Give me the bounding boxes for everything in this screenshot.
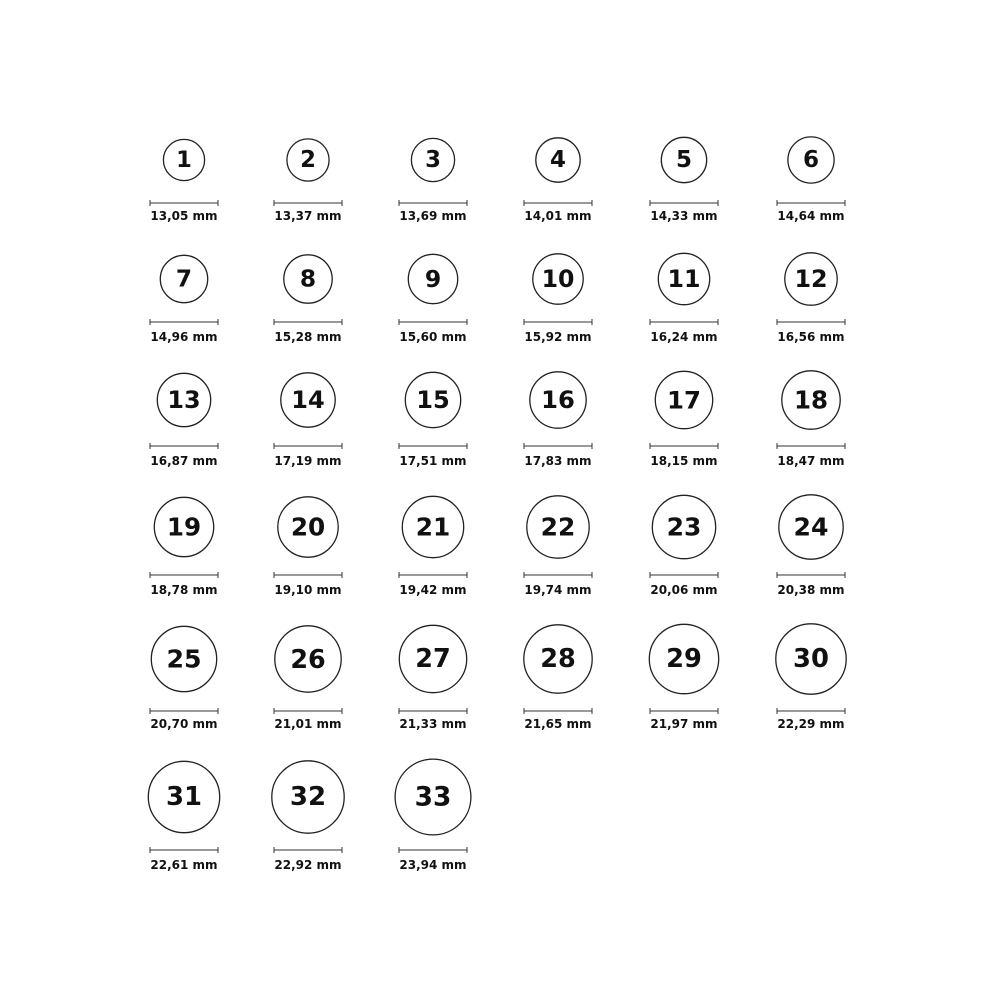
ring-size-number: 7 bbox=[175, 265, 193, 293]
diameter-label: 20,06 mm bbox=[650, 583, 718, 597]
diameter-measure-bar bbox=[274, 200, 342, 206]
ring-size-number: 32 bbox=[289, 782, 327, 812]
ring-size-number: 29 bbox=[666, 644, 702, 674]
ring-size-item bbox=[274, 373, 342, 468]
ring-size-item bbox=[649, 624, 718, 731]
diameter-measure-bar bbox=[274, 572, 342, 578]
ring-size-item bbox=[524, 254, 592, 344]
diameter-measure-bar bbox=[399, 572, 467, 578]
diameter-measure-bar bbox=[777, 443, 845, 449]
diameter-label: 18,15 mm bbox=[650, 454, 718, 468]
diameter-measure-bar bbox=[650, 443, 718, 449]
ring-size-item bbox=[148, 761, 219, 872]
ring-size-number: 13 bbox=[167, 386, 201, 414]
ring-size-number: 14 bbox=[291, 386, 325, 414]
diameter-measure-bar bbox=[777, 708, 845, 714]
diameter-measure-bar bbox=[150, 708, 218, 714]
ring-size-number: 10 bbox=[541, 265, 575, 293]
diameter-label: 14,96 mm bbox=[150, 330, 218, 344]
diameter-measure-bar bbox=[274, 847, 342, 853]
diameter-label: 19,10 mm bbox=[274, 583, 342, 597]
ring-size-item bbox=[274, 626, 342, 731]
ring-size-item bbox=[777, 253, 845, 344]
ring-size-item bbox=[274, 497, 342, 597]
diameter-label: 15,60 mm bbox=[399, 330, 467, 344]
diameter-measure-bar bbox=[524, 572, 592, 578]
ring-size-item bbox=[650, 371, 718, 468]
ring-size-item bbox=[524, 372, 592, 468]
ring-size-number: 16 bbox=[541, 386, 575, 414]
ring-size-item bbox=[650, 495, 718, 597]
diameter-measure-bar bbox=[650, 572, 718, 578]
ring-size-number: 3 bbox=[425, 147, 441, 173]
ring-size-number: 28 bbox=[540, 644, 576, 674]
ring-size-item bbox=[524, 496, 592, 597]
ring-size-item bbox=[399, 254, 467, 344]
ring-size-number: 25 bbox=[166, 644, 202, 674]
ring-size-number: 15 bbox=[416, 386, 450, 414]
diameter-label: 19,42 mm bbox=[399, 583, 467, 597]
ring-size-item bbox=[777, 495, 845, 597]
ring-size-number: 8 bbox=[299, 265, 317, 293]
diameter-label: 15,92 mm bbox=[524, 330, 592, 344]
ring-size-item bbox=[399, 138, 467, 223]
diameter-label: 21,33 mm bbox=[399, 717, 467, 731]
diameter-label: 21,65 mm bbox=[524, 717, 592, 731]
diameter-measure-bar bbox=[777, 319, 845, 325]
diameter-measure-bar bbox=[399, 708, 467, 714]
ring-size-number: 1 bbox=[176, 147, 192, 173]
diameter-label: 22,29 mm bbox=[777, 717, 845, 731]
ring-size-number: 27 bbox=[415, 644, 451, 674]
diameter-label: 16,24 mm bbox=[650, 330, 718, 344]
diameter-label: 14,64 mm bbox=[777, 209, 845, 223]
ring-size-number: 17 bbox=[667, 385, 701, 415]
diameter-label: 21,97 mm bbox=[650, 717, 718, 731]
diameter-measure-bar bbox=[274, 443, 342, 449]
ring-size-number: 31 bbox=[165, 782, 203, 812]
ring-size-item bbox=[150, 373, 218, 468]
ring-size-number: 22 bbox=[540, 512, 576, 542]
ring-size-number: 6 bbox=[802, 147, 820, 173]
ring-size-item bbox=[777, 371, 845, 468]
ring-size-item bbox=[395, 759, 471, 872]
ring-size-item bbox=[150, 626, 218, 731]
diameter-label: 22,92 mm bbox=[274, 858, 342, 872]
diameter-label: 16,56 mm bbox=[777, 330, 845, 344]
diameter-label: 13,69 mm bbox=[399, 209, 467, 223]
diameter-measure-bar bbox=[650, 200, 718, 206]
diameter-label: 20,38 mm bbox=[777, 583, 845, 597]
ring-size-number: 23 bbox=[666, 512, 702, 542]
diameter-label: 22,61 mm bbox=[150, 858, 218, 872]
ring-size-item bbox=[650, 253, 718, 344]
diameter-label: 14,01 mm bbox=[524, 209, 592, 223]
diameter-label: 13,37 mm bbox=[274, 209, 342, 223]
ring-size-number: 18 bbox=[793, 385, 829, 415]
diameter-label: 21,01 mm bbox=[274, 717, 342, 731]
ring-size-number: 24 bbox=[793, 512, 829, 542]
diameter-measure-bar bbox=[524, 200, 592, 206]
ring-size-number: 20 bbox=[290, 512, 326, 542]
ring-size-item bbox=[524, 138, 592, 223]
ring-size-item bbox=[272, 761, 344, 872]
diameter-label: 17,51 mm bbox=[399, 454, 467, 468]
ring-size-item bbox=[399, 372, 467, 468]
ring-size-item bbox=[399, 496, 467, 597]
ring-size-item bbox=[524, 625, 592, 731]
diameter-label: 18,78 mm bbox=[150, 583, 218, 597]
diameter-measure-bar bbox=[777, 200, 845, 206]
diameter-label: 17,83 mm bbox=[524, 454, 592, 468]
ring-size-number: 4 bbox=[550, 147, 566, 173]
diameter-label: 20,70 mm bbox=[150, 717, 218, 731]
ring-size-number: 19 bbox=[166, 512, 202, 542]
ring-size-number: 21 bbox=[415, 512, 451, 542]
diameter-measure-bar bbox=[399, 847, 467, 853]
diameter-measure-bar bbox=[274, 319, 342, 325]
diameter-measure-bar bbox=[650, 708, 718, 714]
ring-size-number: 5 bbox=[675, 147, 693, 173]
ring-size-item bbox=[274, 139, 342, 223]
ring-size-number: 30 bbox=[793, 644, 829, 674]
diameter-measure-bar bbox=[399, 319, 467, 325]
diameter-measure-bar bbox=[777, 572, 845, 578]
diameter-label: 15,28 mm bbox=[274, 330, 342, 344]
diameter-measure-bar bbox=[150, 319, 218, 325]
ring-size-item bbox=[777, 137, 845, 223]
diameter-measure-bar bbox=[524, 319, 592, 325]
diameter-label: 23,94 mm bbox=[399, 858, 467, 872]
diameter-measure-bar bbox=[399, 200, 467, 206]
diameter-measure-bar bbox=[274, 708, 342, 714]
diameter-measure-bar bbox=[150, 572, 218, 578]
ring-size-number: 9 bbox=[424, 265, 442, 293]
diameter-measure-bar bbox=[399, 443, 467, 449]
ring-size-item bbox=[150, 139, 218, 223]
ring-size-number: 11 bbox=[667, 265, 701, 293]
ring-size-number: 2 bbox=[300, 147, 316, 173]
ring-size-item bbox=[150, 255, 218, 344]
ring-size-number: 26 bbox=[290, 644, 326, 674]
diameter-label: 16,87 mm bbox=[150, 454, 218, 468]
diameter-measure-bar bbox=[150, 443, 218, 449]
ring-size-number: 12 bbox=[794, 265, 828, 293]
ring-size-item bbox=[150, 497, 218, 597]
ring-size-item bbox=[776, 624, 846, 731]
diameter-label: 14,33 mm bbox=[650, 209, 718, 223]
ring-size-item bbox=[650, 137, 718, 223]
ring-size-item bbox=[274, 255, 342, 344]
diameter-label: 19,74 mm bbox=[524, 583, 592, 597]
diameter-label: 13,05 mm bbox=[150, 209, 218, 223]
diameter-measure-bar bbox=[524, 443, 592, 449]
diameter-label: 18,47 mm bbox=[777, 454, 845, 468]
diameter-measure-bar bbox=[150, 200, 218, 206]
diameter-measure-bar bbox=[150, 847, 218, 853]
ring-size-number: 33 bbox=[414, 781, 452, 813]
diameter-label: 17,19 mm bbox=[274, 454, 342, 468]
diameter-measure-bar bbox=[650, 319, 718, 325]
ring-size-item bbox=[399, 625, 467, 731]
diameter-measure-bar bbox=[524, 708, 592, 714]
